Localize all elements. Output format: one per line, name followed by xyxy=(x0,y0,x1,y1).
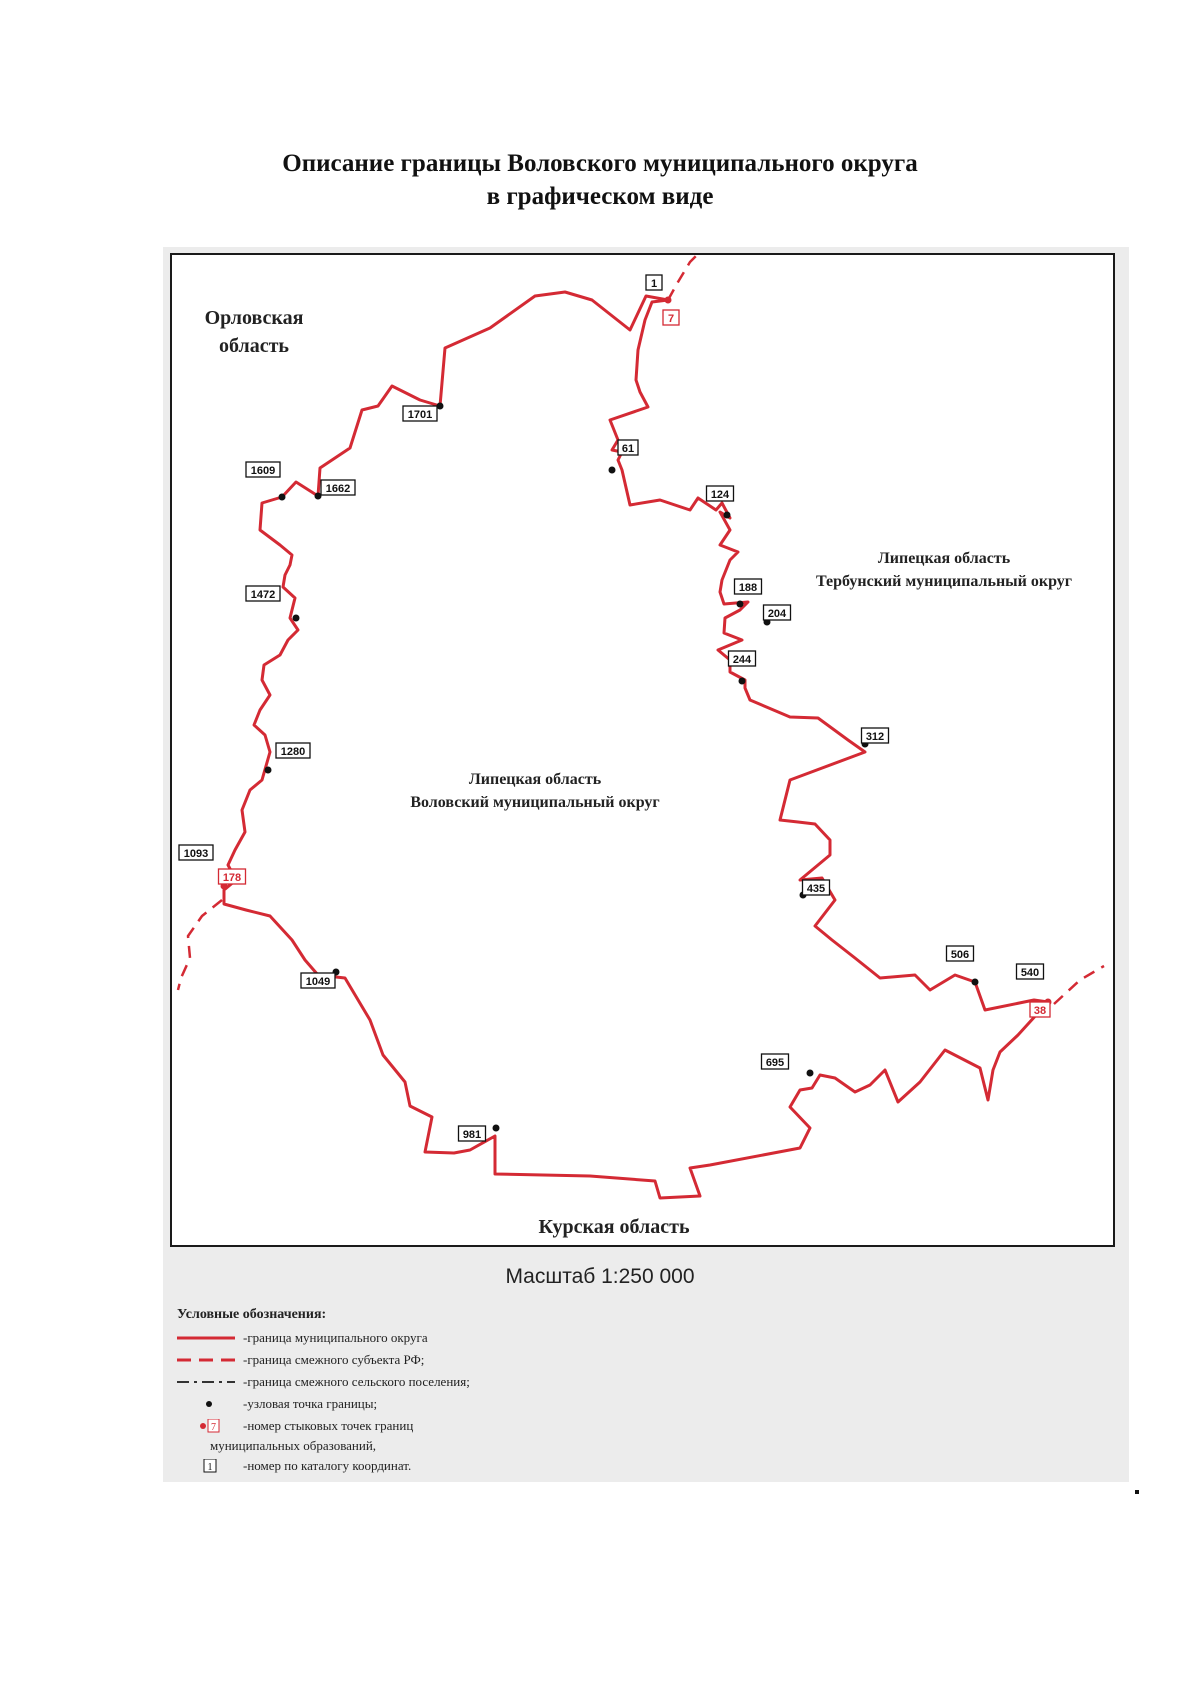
legend-item-subject-boundary: -граница смежного субъекта РФ; xyxy=(177,1349,737,1371)
point-label-540 xyxy=(1017,964,1044,979)
node-1472 xyxy=(293,615,300,622)
point-label-695 xyxy=(762,1054,789,1069)
svg-text:1: 1 xyxy=(650,278,658,290)
svg-text:1280: 1280 xyxy=(280,746,306,758)
svg-text:178: 178 xyxy=(222,872,242,884)
point-label-1701 xyxy=(403,406,437,421)
point-label-1472 xyxy=(246,586,280,601)
catalog-marker-icon xyxy=(177,1459,237,1473)
node-244 xyxy=(739,678,746,685)
node-506 xyxy=(972,979,979,986)
svg-text:1662: 1662 xyxy=(325,483,351,495)
point-label-312 xyxy=(862,728,889,743)
legend-item-junction-continuation: муниципальных образований, xyxy=(210,1438,377,1453)
legend-item-junction: 7 -номер стыковых точек границ xyxy=(177,1415,737,1437)
region-label-terbuny-line1: Липецкая область xyxy=(877,550,1011,567)
region-label-orel-line1: Орловская xyxy=(204,307,304,329)
svg-text:506: 506 xyxy=(950,949,970,961)
legend-title: Условные обозначения: xyxy=(177,1307,327,1322)
solid-line-icon xyxy=(177,1331,237,1345)
svg-text:7: 7 xyxy=(211,1422,216,1433)
point-label-1093 xyxy=(179,845,213,860)
svg-text:7: 7 xyxy=(667,313,675,325)
legend-item-node: -узловая точка границы; xyxy=(177,1393,737,1415)
svg-text:1: 1 xyxy=(207,1462,213,1473)
map-scale: Масштаб 1:250 000 xyxy=(505,1265,695,1288)
node-188 xyxy=(737,601,744,608)
svg-text:1472: 1472 xyxy=(250,589,276,601)
svg-text:540: 540 xyxy=(1020,967,1040,979)
document-title: Описание границы Воловского муниципального округа xyxy=(282,150,918,177)
junction-node-7 xyxy=(665,297,672,304)
region-label-volovo-line1: Липецкая область xyxy=(468,771,602,788)
node-695 xyxy=(807,1070,814,1077)
point-label-124 xyxy=(707,486,734,501)
svg-text:124: 124 xyxy=(710,489,730,501)
point-label-435 xyxy=(803,880,830,895)
svg-text:1701: 1701 xyxy=(407,409,433,421)
point-label-1609 xyxy=(246,462,280,477)
legend xyxy=(177,1307,737,1477)
document-subtitle: в графическом виде xyxy=(486,183,714,210)
point-label-1280 xyxy=(276,743,310,758)
point-label-7 xyxy=(663,310,679,325)
dash-dot-line-icon xyxy=(177,1375,237,1389)
region-label-orel-line2: область xyxy=(219,335,289,357)
svg-text:435: 435 xyxy=(806,883,826,895)
point-label-506 xyxy=(947,946,974,961)
node-1280 xyxy=(265,767,272,774)
page-dot xyxy=(1135,1490,1139,1494)
point-label-1662 xyxy=(321,480,355,495)
junction-marker-icon xyxy=(177,1419,237,1433)
svg-text:1093: 1093 xyxy=(183,848,209,860)
svg-text:981: 981 xyxy=(462,1129,482,1141)
region-label-kursk: Курская область xyxy=(538,1216,690,1238)
svg-text:61: 61 xyxy=(621,443,635,455)
svg-text:695: 695 xyxy=(765,1057,785,1069)
point-label-61 xyxy=(618,440,638,455)
point-label-204 xyxy=(764,605,791,620)
svg-text:204: 204 xyxy=(767,608,787,620)
legend-item-district-boundary: -граница муниципального округа xyxy=(177,1327,737,1349)
node-1609 xyxy=(279,494,286,501)
legend-item-settlement-boundary: -граница смежного сельского поселения; xyxy=(177,1371,737,1393)
point-label-178 xyxy=(219,869,246,884)
dashed-line-icon xyxy=(177,1353,237,1367)
point-label-244 xyxy=(729,651,756,666)
map-frame xyxy=(171,254,1114,1246)
node-dot-icon xyxy=(177,1397,237,1411)
svg-text:38: 38 xyxy=(1033,1005,1047,1017)
node-981 xyxy=(493,1125,500,1132)
svg-text:188: 188 xyxy=(738,582,758,594)
svg-text:312: 312 xyxy=(865,731,885,743)
legend-item-catalog: 1 -номер по каталогу координат. xyxy=(177,1455,737,1477)
point-label-1 xyxy=(646,275,662,290)
region-label-terbuny-line2: Тербунский муниципальный округ xyxy=(815,573,1073,590)
region-label-volovo-line2: Воловский муниципальный округ xyxy=(410,794,660,811)
point-label-188 xyxy=(735,579,762,594)
node-124 xyxy=(724,512,731,519)
point-label-38 xyxy=(1030,1002,1050,1017)
svg-text:244: 244 xyxy=(732,654,752,666)
node-61 xyxy=(609,467,616,474)
svg-text:1049: 1049 xyxy=(305,976,331,988)
point-label-981 xyxy=(459,1126,486,1141)
svg-text:1609: 1609 xyxy=(250,465,276,477)
point-label-1049 xyxy=(301,973,335,988)
